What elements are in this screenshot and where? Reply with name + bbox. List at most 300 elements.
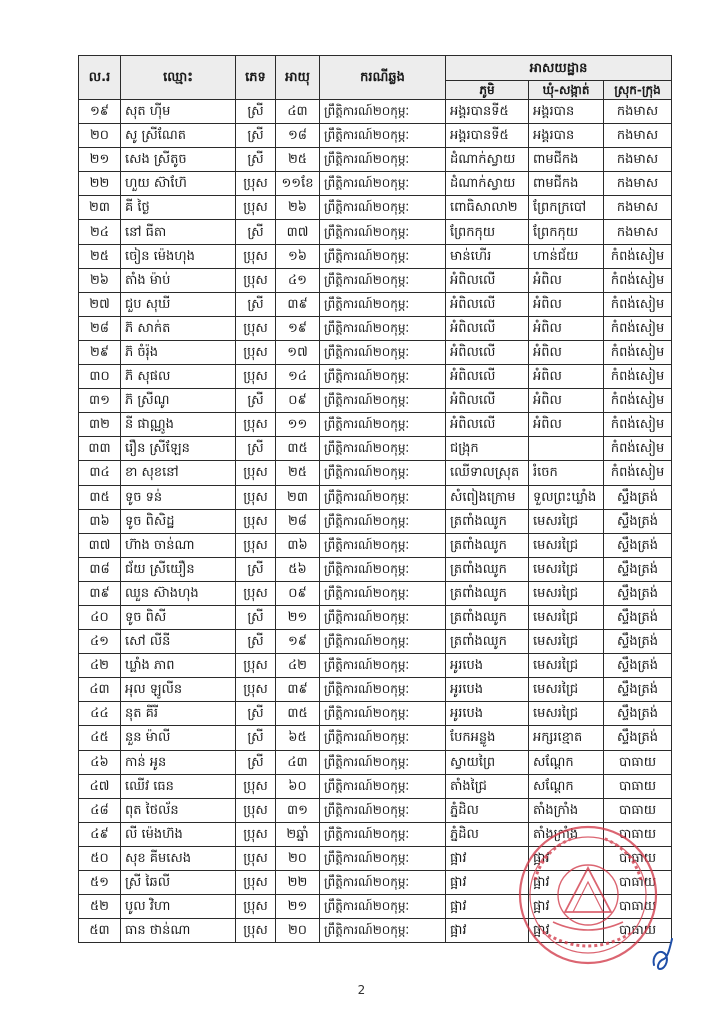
cell-case: ព្រឹត្តិការណ៍២០កុម្ភៈ [320, 340, 446, 364]
cell-village: អំពិលលើ [446, 413, 529, 437]
cell-village: ត្រពាំងឈូក [446, 509, 529, 533]
cell-name: នុត គីរី [121, 702, 236, 726]
cell-name: ធាន ថាន់ណា [121, 919, 236, 943]
cell-village: អង្គរបានទី៥ [446, 100, 529, 124]
cell-case: ព្រឹត្តិការណ៍២០កុម្ភៈ [320, 654, 446, 678]
cell-commune: មេសរជ្រៃ [529, 605, 604, 629]
cell-age: ១៩ [276, 630, 320, 654]
cell-commune [529, 437, 604, 461]
cell-case: ព្រឹត្តិការណ៍២០កុម្ភៈ [320, 196, 446, 220]
table-row [79, 557, 672, 581]
table-body [79, 100, 672, 943]
table-row [79, 919, 672, 943]
cell-case: ព្រឹត្តិការណ៍២០កុម្ភៈ [320, 268, 446, 292]
cell-name: សៅ លីនី [121, 630, 236, 654]
cell-sex: ប្រុស [236, 244, 276, 268]
cell-case: ព្រឹត្តិការណ៍២០កុម្ភៈ [320, 798, 446, 822]
cell-case: ព្រឹត្តិការណ៍២០កុម្ភៈ [320, 702, 446, 726]
cell-name: ហួយ ស៊ាហ៊ែ [121, 172, 236, 196]
table-row [79, 340, 672, 364]
cell-no: ៣៤ [79, 461, 121, 485]
cell-village: ផ្អាវ [446, 895, 529, 919]
cell-no: ៤៣ [79, 678, 121, 702]
cell-no: ៥២ [79, 895, 121, 919]
cell-case: ព្រឹត្តិការណ៍២០កុម្ភៈ [320, 316, 446, 340]
cell-district: កំពង់សៀម [604, 389, 672, 413]
cell-no: ៣៩ [79, 581, 121, 605]
cell-commune: ផ្អាវ [529, 846, 604, 870]
cell-district: ស្ទឹងត្រង់ [604, 702, 672, 726]
cell-district: បាធាយ [604, 822, 672, 846]
header-village: ភូមិ [446, 81, 529, 100]
cell-district: កងមាស [604, 172, 672, 196]
cell-district: កំពង់សៀម [604, 316, 672, 340]
cell-case: ព្រឹត្តិការណ៍២០កុម្ភៈ [320, 846, 446, 870]
cell-district: បាធាយ [604, 846, 672, 870]
cell-commune: អំពិល [529, 316, 604, 340]
cell-name: សុត ហ៊ីម [121, 100, 236, 124]
cell-case: ព្រឹត្តិការណ៍២០កុម្ភៈ [320, 413, 446, 437]
cell-no: ២៩ [79, 340, 121, 364]
cell-sex: ប្រុស [236, 678, 276, 702]
cell-age: ៦៥ [276, 726, 320, 750]
page-number: 2 [357, 983, 366, 997]
cell-village: ត្រពាំងឈូក [446, 557, 529, 581]
cell-district: កំពង់សៀម [604, 365, 672, 389]
cell-village: អំពិលលើ [446, 365, 529, 389]
cell-no: ៣៨ [79, 557, 121, 581]
cell-name: កាន់ អូន [121, 750, 236, 774]
cell-no: ៤៨ [79, 798, 121, 822]
cell-village: អំពិលលើ [446, 389, 529, 413]
cell-commune: ផ្អាវ [529, 871, 604, 895]
table-row [79, 895, 672, 919]
cell-no: ៣៥ [79, 485, 121, 509]
cell-age: ៣៦ [276, 533, 320, 557]
cell-district: ស្ទឹងត្រង់ [604, 630, 672, 654]
cell-sex: ស្រី [236, 630, 276, 654]
cell-age: ១១ [276, 413, 320, 437]
header-district: ស្រុក-ក្រុង [604, 81, 672, 100]
cell-village: ជង្រុក [446, 437, 529, 461]
cell-sex: ប្រុស [236, 268, 276, 292]
cell-no: ៤៩ [79, 822, 121, 846]
cell-commune: ផ្អាវ [529, 895, 604, 919]
cell-commune: ព្រែកក្របៅ [529, 196, 604, 220]
cell-district: បាធាយ [604, 750, 672, 774]
cell-no: ១៩ [79, 100, 121, 124]
cell-sex: ប្រុស [236, 196, 276, 220]
cell-district: កំពង់សៀម [604, 244, 672, 268]
cell-village: មាន់ហើរ [446, 244, 529, 268]
cell-district: កំពង់សៀម [604, 292, 672, 316]
cell-case: ព្រឹត្តិការណ៍២០កុម្ភៈ [320, 726, 446, 750]
cell-village: អូរបេង [446, 654, 529, 678]
cell-no: ២៥ [79, 244, 121, 268]
cell-commune: សណ្ដែក [529, 774, 604, 798]
cell-age: ២៦ [276, 196, 320, 220]
cell-district: កំពង់សៀម [604, 437, 672, 461]
cell-name: គី ថ្ងៃ [121, 196, 236, 220]
cell-age: ៤៣ [276, 750, 320, 774]
cell-name: សូ ស្រីណែត [121, 124, 236, 148]
cell-name: ជ័យ ស្រីយឿន [121, 557, 236, 581]
cell-village: ផ្អាវ [446, 871, 529, 895]
cell-district: បាធាយ [604, 919, 672, 943]
cell-district: កំពង់សៀម [604, 340, 672, 364]
cell-district: កងមាស [604, 148, 672, 172]
cell-age: ០៩ [276, 389, 320, 413]
cell-no: ៤៥ [79, 726, 121, 750]
cell-commune: អង្គរបាន [529, 100, 604, 124]
cell-sex: ប្រុស [236, 485, 276, 509]
cell-commune: មេសរជ្រៃ [529, 678, 604, 702]
cell-age: ២៥ [276, 148, 320, 172]
cell-district: កងមាស [604, 100, 672, 124]
cell-sex: ប្រុស [236, 654, 276, 678]
cell-village: ត្រពាំងឈូក [446, 605, 529, 629]
cell-district: បាធាយ [604, 895, 672, 919]
cell-case: ព្រឹត្តិការណ៍២០កុម្ភៈ [320, 557, 446, 581]
cell-sex: ស្រី [236, 124, 276, 148]
cell-age: ២១ [276, 895, 320, 919]
table-row [79, 292, 672, 316]
cell-no: ២២ [79, 172, 121, 196]
cell-commune: សណ្ដែក [529, 750, 604, 774]
cell-no: ២៦ [79, 268, 121, 292]
cell-name: ភ៊ សុផល [121, 365, 236, 389]
cell-sex: ប្រុស [236, 340, 276, 364]
cell-village: អំពិលលើ [446, 268, 529, 292]
cell-age: ១៧ [276, 340, 320, 364]
cell-case: ព្រឹត្តិការណ៍២០កុម្ភៈ [320, 605, 446, 629]
table-row [79, 413, 672, 437]
cell-name: ភ៊ ស្រីណូ [121, 389, 236, 413]
cell-case: ព្រឹត្តិការណ៍២០កុម្ភៈ [320, 581, 446, 605]
cell-age: ២០ [276, 919, 320, 943]
cell-district: បាធាយ [604, 798, 672, 822]
table-row [79, 172, 672, 196]
cell-district: កងមាស [604, 196, 672, 220]
cell-commune: រំចេក [529, 461, 604, 485]
cell-case: ព្រឹត្តិការណ៍២០កុម្ភៈ [320, 365, 446, 389]
header-commune: ឃុំ-សង្កាត់ [529, 81, 604, 100]
cell-district: ស្ទឹងត្រង់ [604, 581, 672, 605]
cell-sex: ប្រុស [236, 871, 276, 895]
cell-sex: ស្រី [236, 389, 276, 413]
cell-case: ព្រឹត្តិការណ៍២០កុម្ភៈ [320, 461, 446, 485]
cell-case: ព្រឹត្តិការណ៍២០កុម្ភៈ [320, 822, 446, 846]
cell-case: ព្រឹត្តិការណ៍២០កុម្ភៈ [320, 750, 446, 774]
cell-name: តាំង ម៉ាប់ [121, 268, 236, 292]
cell-district: កងមាស [604, 124, 672, 148]
cell-commune: ពាមជីកង [529, 148, 604, 172]
cell-case: ព្រឹត្តិការណ៍២០កុម្ភៈ [320, 100, 446, 124]
cell-age: ៦០ [276, 774, 320, 798]
cell-case: ព្រឹត្តិការណ៍២០កុម្ភៈ [320, 895, 446, 919]
table-row [79, 822, 672, 846]
cell-district: បាធាយ [604, 871, 672, 895]
cell-age: ២២ [276, 871, 320, 895]
cell-case: ព្រឹត្តិការណ៍២០កុម្ភៈ [320, 292, 446, 316]
cell-commune: មេសរជ្រៃ [529, 702, 604, 726]
cell-no: ២៣ [79, 196, 121, 220]
cell-village: បែកអន្លូង [446, 726, 529, 750]
cell-commune: មេសរជ្រៃ [529, 509, 604, 533]
cell-case: ព្រឹត្តិការណ៍២០កុម្ភៈ [320, 485, 446, 509]
cell-village: ព្រែកកុយ [446, 220, 529, 244]
cell-village: ត្រពាំងឈូក [446, 630, 529, 654]
cell-age: ២ឆ្នាំ [276, 822, 320, 846]
cell-no: ៣៦ [79, 509, 121, 533]
cell-case: ព្រឹត្តិការណ៍២០កុម្ភៈ [320, 244, 446, 268]
table-row [79, 485, 672, 509]
cell-commune: អំពិល [529, 413, 604, 437]
cell-commune: ទួលព្រះឃ្លាំង [529, 485, 604, 509]
table-row [79, 365, 672, 389]
cell-district: បាធាយ [604, 774, 672, 798]
cell-name: នៅ ធីតា [121, 220, 236, 244]
cell-village: ផ្អាវ [446, 919, 529, 943]
cell-sex: ប្រុស [236, 365, 276, 389]
cell-village: ដំណាក់ស្វាយ [446, 148, 529, 172]
cell-sex: ស្រី [236, 702, 276, 726]
table-row [79, 124, 672, 148]
cell-case: ព្រឹត្តិការណ៍២០កុម្ភៈ [320, 774, 446, 798]
cell-village: ភ្នំដិល [446, 798, 529, 822]
cell-name: ហ៊ាង ចាន់ណា [121, 533, 236, 557]
cell-name: ទូច ពិសិដ្ឋ [121, 509, 236, 533]
cell-age: ១៤ [276, 365, 320, 389]
cell-name: នួន ម៉ាលី [121, 726, 236, 750]
cell-commune: ពាមជីកង [529, 172, 604, 196]
cell-district: ស្ទឹងត្រង់ [604, 678, 672, 702]
cell-no: ៣៧ [79, 533, 121, 557]
cell-sex: ស្រី [236, 605, 276, 629]
cell-name: នី ផាណ្ណូង [121, 413, 236, 437]
cell-village: ស្វាយព្រៃ [446, 750, 529, 774]
cell-village: អង្គរបានទី៥ [446, 124, 529, 148]
cell-sex: ស្រី [236, 148, 276, 172]
cell-sex: ស្រី [236, 557, 276, 581]
table-row [79, 100, 672, 124]
cell-name: ឈើវ ធេន [121, 774, 236, 798]
cell-sex: ស្រី [236, 437, 276, 461]
cell-village: អំពិលលើ [446, 292, 529, 316]
cell-case: ព្រឹត្តិការណ៍២០កុម្ភៈ [320, 919, 446, 943]
cell-no: ៤១ [79, 630, 121, 654]
cell-commune: តាំងក្រាំង [529, 798, 604, 822]
cell-village: ពោធិសាលា២ [446, 196, 529, 220]
cell-sex: ស្រី [236, 100, 276, 124]
cell-name: ចៀន ម៉េងហុង [121, 244, 236, 268]
cell-commune: មេសរជ្រៃ [529, 581, 604, 605]
cell-sex: ប្រុស [236, 461, 276, 485]
cell-commune: ព្រែកកុយ [529, 220, 604, 244]
cell-village: អំពិលលើ [446, 316, 529, 340]
cell-commune: មេសរជ្រៃ [529, 630, 604, 654]
cell-age: ៤៣ [276, 100, 320, 124]
cell-age: ៥៦ [276, 557, 320, 581]
table-row [79, 268, 672, 292]
table-row [79, 437, 672, 461]
table-row [79, 148, 672, 172]
cell-sex: ប្រុស [236, 581, 276, 605]
cell-district: កំពង់សៀម [604, 268, 672, 292]
cell-no: ៣០ [79, 365, 121, 389]
cell-sex: ប្រុស [236, 509, 276, 533]
cell-age: ១៨ [276, 124, 320, 148]
cell-no: ៥១ [79, 871, 121, 895]
cell-case: ព្រឹត្តិការណ៍២០កុម្ភៈ [320, 172, 446, 196]
cell-district: កំពង់សៀម [604, 461, 672, 485]
cell-commune: អំពិល [529, 292, 604, 316]
cell-name: សេង ស្រីតូច [121, 148, 236, 172]
cell-no: ៤៤ [79, 702, 121, 726]
cell-commune: អំពិល [529, 268, 604, 292]
cell-name: ខា សុខនៅ [121, 461, 236, 485]
cell-commune: មេសរជ្រៃ [529, 557, 604, 581]
cell-age: ២៨ [276, 509, 320, 533]
cell-name: បូល វិហា [121, 895, 236, 919]
cell-sex: ប្រុស [236, 172, 276, 196]
cell-name: ស្រី ឆៃលី [121, 871, 236, 895]
table-row [79, 509, 672, 533]
cell-name: ភ៊ សាក់ត [121, 316, 236, 340]
cell-age: ៤១ [276, 268, 320, 292]
table-row [79, 750, 672, 774]
cell-village: អំពិលលើ [446, 340, 529, 364]
cell-age: ២៣ [276, 485, 320, 509]
table-row [79, 316, 672, 340]
cell-age: ២០ [276, 846, 320, 870]
table-row [79, 846, 672, 870]
table-row [79, 654, 672, 678]
cell-no: ២៧ [79, 292, 121, 316]
cell-no: ៤៦ [79, 750, 121, 774]
table-row [79, 389, 672, 413]
cell-name: ជួប សុឃី [121, 292, 236, 316]
cell-commune: ហាន់ជ័យ [529, 244, 604, 268]
cell-case: ព្រឹត្តិការណ៍២០កុម្ភៈ [320, 533, 446, 557]
cell-no: ៤០ [79, 605, 121, 629]
table-row [79, 196, 672, 220]
cell-commune: មេសរជ្រៃ [529, 654, 604, 678]
cell-village: សំពៀងក្រោម [446, 485, 529, 509]
cell-age: ៣៩ [276, 678, 320, 702]
cell-sex: ស្រី [236, 220, 276, 244]
cell-sex: ប្រុស [236, 822, 276, 846]
cell-no: ៤៧ [79, 774, 121, 798]
cell-district: ស្ទឹងត្រង់ [604, 509, 672, 533]
header-no: ល.រ [79, 56, 121, 100]
cell-name: ឈួន ស៊ាងហុង [121, 581, 236, 605]
cell-case: ព្រឹត្តិការណ៍២០កុម្ភៈ [320, 124, 446, 148]
cell-district: ស្ទឹងត្រង់ [604, 654, 672, 678]
cell-age: ៣៥ [276, 437, 320, 461]
cell-village: ឈើទាលស្រុត [446, 461, 529, 485]
cell-commune: តាំងក្រាំង [529, 822, 604, 846]
cell-name: ភ៊ ចំរ៉ុង [121, 340, 236, 364]
header-sex: ភេទ [236, 56, 276, 100]
cell-no: ៥០ [79, 846, 121, 870]
cell-commune: អង្គរបាន [529, 124, 604, 148]
cell-name: ពុត ថៃល័ន [121, 798, 236, 822]
cell-age: ៤២ [276, 654, 320, 678]
header-age: អាយុ [276, 56, 320, 100]
table-row [79, 798, 672, 822]
table-row [79, 220, 672, 244]
cell-age: ១៩ [276, 316, 320, 340]
cell-commune: អក្សរខ្មោត [529, 726, 604, 750]
cell-village: ត្រពាំងឈូក [446, 533, 529, 557]
cell-village: អូរបេង [446, 678, 529, 702]
cell-name: រឿន ស្រីឡែន [121, 437, 236, 461]
cell-commune: អំពិល [529, 365, 604, 389]
cell-district: ស្ទឹងត្រង់ [604, 557, 672, 581]
cell-age: ១៦ [276, 244, 320, 268]
cell-sex: ស្រី [236, 292, 276, 316]
table-header [79, 56, 672, 100]
table-row [79, 533, 672, 557]
table-row [79, 581, 672, 605]
cell-no: ២១ [79, 148, 121, 172]
cell-sex: ប្រុស [236, 798, 276, 822]
cell-district: ស្ទឹងត្រង់ [604, 726, 672, 750]
cell-commune: អំពិល [529, 340, 604, 364]
cell-age: ៣៥ [276, 702, 320, 726]
cell-name: អុល ឡូលីន [121, 678, 236, 702]
cell-age: ៣៩ [276, 292, 320, 316]
cell-age: ៣១ [276, 798, 320, 822]
table-row [79, 605, 672, 629]
table-row [79, 244, 672, 268]
cell-sex: ប្រុស [236, 413, 276, 437]
table-row [79, 871, 672, 895]
table-row [79, 774, 672, 798]
cell-village: ផ្អាវ [446, 846, 529, 870]
cell-sex: ប្រុស [236, 846, 276, 870]
cell-name: ឃ្លាំង ភាព [121, 654, 236, 678]
table-row [79, 678, 672, 702]
cell-village: អូរបេង [446, 702, 529, 726]
cell-case: ព្រឹត្តិការណ៍២០កុម្ភៈ [320, 509, 446, 533]
cell-district: ស្ទឹងត្រង់ [604, 605, 672, 629]
cell-case: ព្រឹត្តិការណ៍២០កុម្ភៈ [320, 630, 446, 654]
cell-no: ៣៣ [79, 437, 121, 461]
cell-sex: ប្រុស [236, 774, 276, 798]
cell-sex: ប្រុស [236, 533, 276, 557]
header-name: ឈ្មោះ [121, 56, 236, 100]
cell-no: ២៨ [79, 316, 121, 340]
cell-name: សុខ គីមសេង [121, 846, 236, 870]
cell-village: ដំណាក់ស្វាយ [446, 172, 529, 196]
table-row [79, 726, 672, 750]
header-case: ករណីឆ្លង [320, 56, 446, 100]
cell-name: ទូច ពិសី [121, 605, 236, 629]
cell-age: ២៥ [276, 461, 320, 485]
cell-sex: ប្រុស [236, 316, 276, 340]
cell-no: ២៤ [79, 220, 121, 244]
cell-age: ៣៧ [276, 220, 320, 244]
cell-no: ៥៣ [79, 919, 121, 943]
cell-village: ត្រពាំងឈូក [446, 581, 529, 605]
cell-sex: ស្រី [236, 750, 276, 774]
table-row [79, 461, 672, 485]
cell-age: ០៩ [276, 581, 320, 605]
cell-commune: អំពិល [529, 389, 604, 413]
cell-village: តាំងជ្រៃ [446, 774, 529, 798]
